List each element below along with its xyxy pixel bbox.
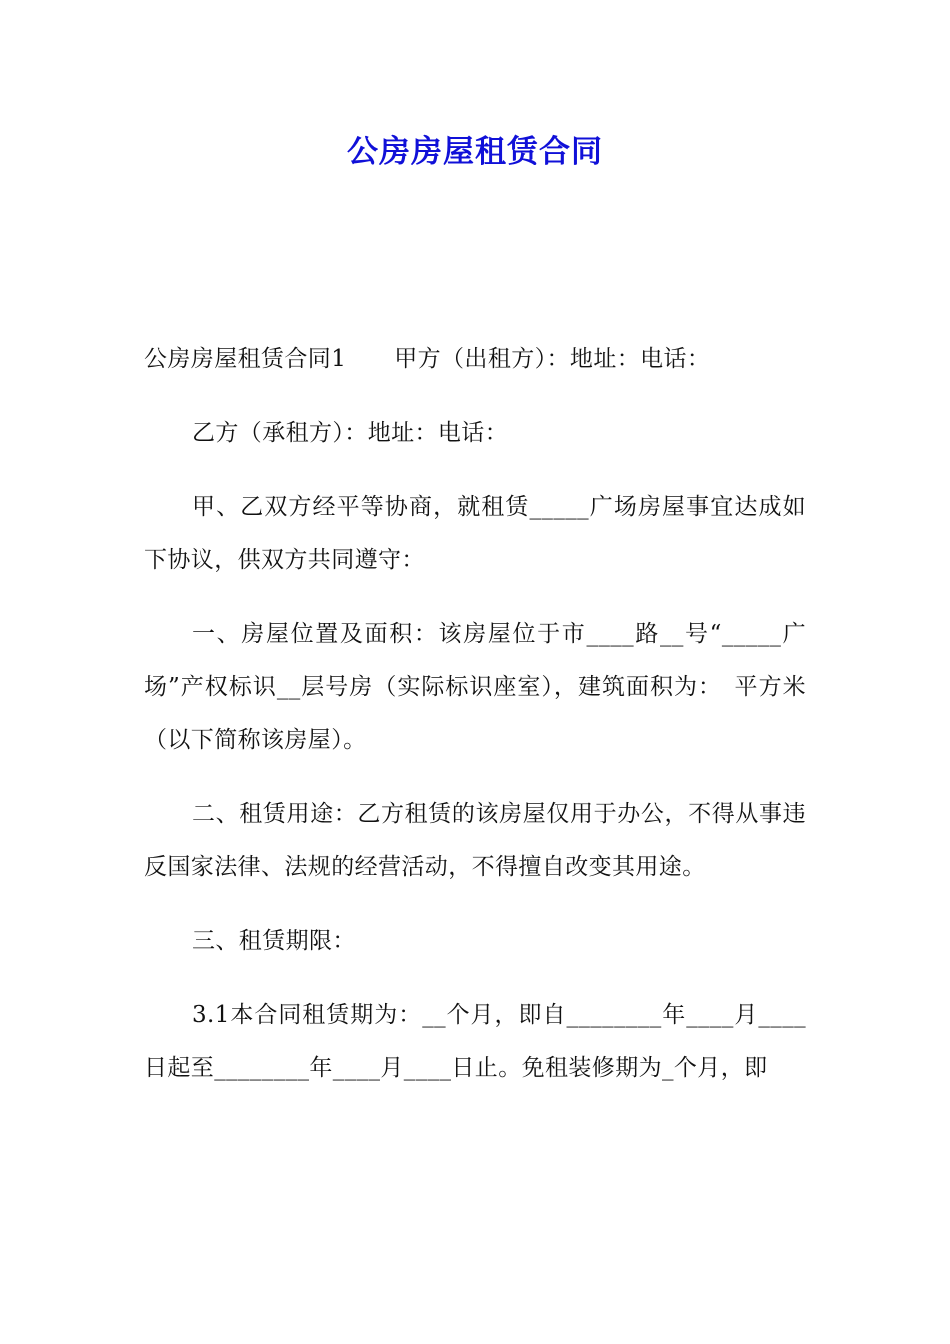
paragraph-term-detail: 3.1本合同租赁期为：__个月，即自________年____月____日起至________年____月____日止。免租装修期为_个月，即: [144, 1002, 806, 1081]
party-b-line: 乙方（承租方）：地址：电话：: [192, 420, 509, 446]
heading-paragraph: [144, 333, 806, 386]
paragraph-usage: 二、租赁用途：乙方租赁的该房屋仅用于办公，不得从事违反国家法律、法规的经营活动，不得擅自改变其用途。: [144, 801, 806, 880]
document-body: [144, 333, 806, 1116]
paragraph-agreement: 甲、乙双方经平等协商，就租赁_____广场房屋事宜达成如下协议，供双方共同遵守：: [144, 494, 806, 573]
contract-label: 公房房屋租赁合同1: [144, 346, 347, 372]
paragraph-location: 一、房屋位置及面积：该房屋位于市____路__号“_____广场”产权标识__层号房（实际标识座室），建筑面积为： 平方米（以下简称该房屋）。: [144, 621, 806, 753]
document-title: 公房房屋租赁合同: [347, 134, 603, 170]
party-a-line: 甲方（出租方）：地址：电话：: [394, 346, 711, 372]
paragraph-term-heading: 三、租赁期限：: [192, 928, 356, 954]
